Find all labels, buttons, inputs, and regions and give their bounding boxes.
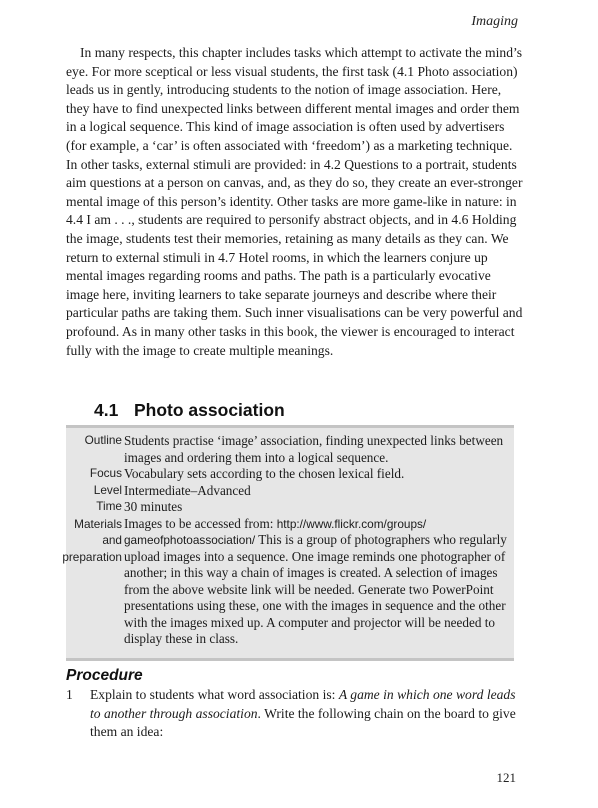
running-head: Imaging	[471, 14, 518, 29]
focus-label: Focus	[89, 466, 122, 480]
materials-description: This is a group of photographers who regularly upload images into a sequence. One image reminds one photographer of another; in this way a chain of images is created. A selection of images from the above website link will be needed. Generate two PowerPoint presentations using these, one with the images in sequence and the other with the images mixed up. A computer and projector will be needed to display these in class.	[124, 532, 507, 646]
materials-label-line-1: Materials	[74, 516, 122, 531]
step-number: 1	[66, 687, 73, 702]
time-label: Time	[96, 499, 122, 513]
step-text-definition: A game in which one word leads to another through association	[90, 687, 516, 721]
intro-paragraph: In many respects, this chapter includes tasks which attempt to activate the mind’s eye. For more sceptical or less visual students, the first task (4.1 Photo association) leads us in gently, introducing students to the notion of image association. Here, they have to find unexpected links between different mental images and order them in a logical sequence. This kind of image association is often used by advertisers (for example, a ‘car’ is often associated with ‘freedom’) as a marketing technique. In other tasks, external stimuli are provided: in 4.2 Questions to a portrait, students aim questions at a person on canvas, and, as they do so, they create an ever-stronger mental image of this person’s identity. Other tasks are more game-like in nature: in 4.4 I am . . ., students are required to personify abstract objects, and in 4.6 Holding the image, students test their memories, retaining as many details as they can. We return to external stimuli in 4.7 Hotel rooms, in which the learners conjure up mental images regarding rooms and paths. The path is a particularly evocative image here, inviting learners to take separate journeys and describe where their particular paths are taking them. Such inner visualisations can be very powerful and profound. As in many other tasks in this book, the viewer is encouraged to interact fully with the image to create multiple meanings.	[66, 45, 523, 358]
level-value: Intermediate–Advanced	[124, 482, 251, 498]
materials-label-line-3: preparation	[62, 549, 122, 564]
materials-label	[62, 516, 122, 566]
section-title	[94, 400, 285, 421]
procedure-heading: Procedure	[66, 667, 143, 684]
page-number: 121	[496, 770, 516, 785]
outline-label: Outline	[84, 433, 122, 447]
materials-url-part-2: gameofphotoassociation/	[124, 533, 256, 547]
step-text	[90, 686, 522, 742]
focus-value: Vocabulary sets according to the chosen lexical field.	[124, 466, 405, 481]
materials-url-part-1: http://www.flickr.com/groups/	[276, 516, 427, 531]
section-title-text: Photo association	[134, 400, 285, 420]
materials-label-line-2: and	[102, 533, 122, 547]
time-value: 30 minutes	[124, 499, 183, 514]
step-text-part-b: . Write the following chain on the board to give them an idea:	[90, 705, 516, 740]
step-text-part-a: Explain to students what word association is:	[90, 687, 339, 702]
materials-intro: Images to be accessed from:	[124, 515, 277, 531]
materials-value	[124, 516, 512, 648]
level-label: Level	[93, 482, 122, 497]
outline-value: Students practise ‘image’ association, finding unexpected links between images and ordering them into a logical sequence.	[124, 433, 504, 465]
task-info-box	[62, 425, 514, 661]
section-number: 4.1	[94, 400, 119, 420]
